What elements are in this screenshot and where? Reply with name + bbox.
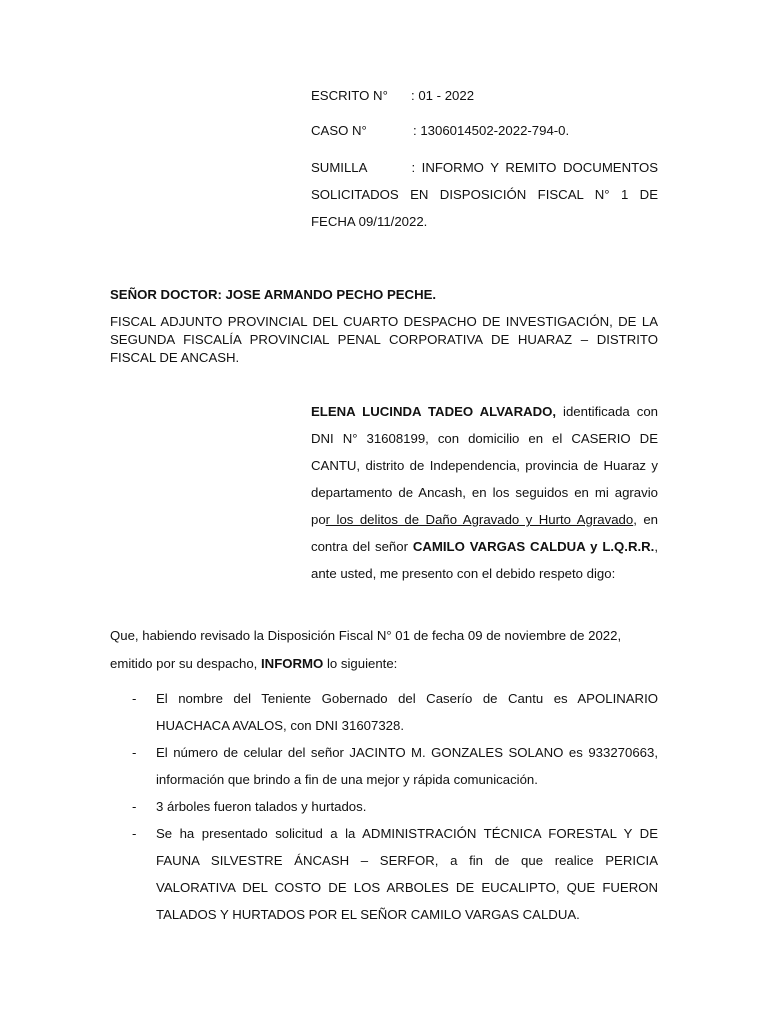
que-text-1: Que, habiendo revisado la Disposición Fiscal N° 01 de fecha 09 de noviembre de 2022, emitido por su despacho, (110, 628, 622, 671)
info-list (110, 685, 658, 928)
dash-bullet: - (132, 826, 137, 841)
list-item-text: El número de celular del señor JACINTO M. GONZALES SOLANO es 933270663, información que brindo a fin de una mejor y rápida comunicación. (156, 745, 658, 787)
intro-text-2: , en contra del señor (311, 512, 658, 554)
greeting: SEÑOR DOCTOR: JOSE ARMANDO PECHO PECHE. (110, 287, 437, 302)
fiscal-title: FISCAL ADJUNTO PROVINCIAL DEL CUARTO DESPACHO DE INVESTIGACIÓN, DE LA SEGUNDA FISCALÍA PROVINCIAL PENAL CORPORATIVA DE HUARAZ – DISTRITO FISCAL DE ANCASH. (110, 314, 658, 365)
list-item (110, 739, 658, 793)
escrito-row (311, 82, 658, 109)
sumilla-block (311, 154, 658, 235)
sumilla-value: : INFORMO Y REMITO DOCUMENTOS SOLICITADOS EN DISPOSICIÓN FISCAL N° 1 DE FECHA 09/11/2022. (311, 160, 658, 229)
intro-paragraph (311, 398, 658, 587)
intro-text-1: identificada con DNI N° 31608199, con domicilio en el CASERIO DE CANTU, distrito de Independencia, provincia de Huaraz y departamento de Ancash, en los seguidos en mi agravio po (311, 404, 658, 527)
complainant-name: ELENA LUCINDA TADEO ALVARADO, (311, 404, 557, 419)
que-text-2: lo siguiente: (323, 656, 398, 671)
list-item-text: El nombre del Teniente Gobernado del Caserío de Cantu es APOLINARIO HUACHACA AVALOS, con DNI 31607328. (156, 691, 658, 733)
defendant-name: CAMILO VARGAS CALDUA y L.Q.R.R. (412, 539, 655, 554)
dash-bullet: - (132, 691, 137, 706)
dash-bullet: - (132, 799, 137, 814)
list-item (110, 685, 658, 739)
sumilla-label: SUMILLA (311, 160, 368, 175)
caso-value: : 1306014502-2022-794-0. (413, 123, 570, 138)
caso-label: CASO N° (311, 123, 367, 138)
que-paragraph (110, 622, 658, 678)
list-item-text: Se ha presentado solicitud a la ADMINISTRACIÓN TÉCNICA FORESTAL Y DE FAUNA SILVESTRE ÁNCASH – SERFOR, a fin de que realice PERICIA VALORATIVA DEL COSTO DE LOS ARBOLES DE EUCALIPTO, QUE FUERON TALADOS Y HURTADOS POR EL SEÑOR CAMILO VARGAS CALDUA. (156, 826, 658, 922)
list-item (110, 820, 658, 928)
escrito-label: ESCRITO N° (311, 88, 388, 103)
intro-text-3: , ante usted, me presento con el debido respeto digo: (311, 539, 659, 581)
dash-bullet: - (132, 745, 137, 760)
list-item (110, 793, 658, 820)
caso-row (311, 117, 658, 144)
escrito-value: : 01 - 2022 (411, 88, 475, 103)
crimes-underlined: r los delitos de Daño Agravado y Hurto Agravado (325, 512, 634, 527)
informo-word: INFORMO (261, 656, 324, 671)
list-item-text: 3 árboles fueron talados y hurtados. (156, 799, 367, 814)
